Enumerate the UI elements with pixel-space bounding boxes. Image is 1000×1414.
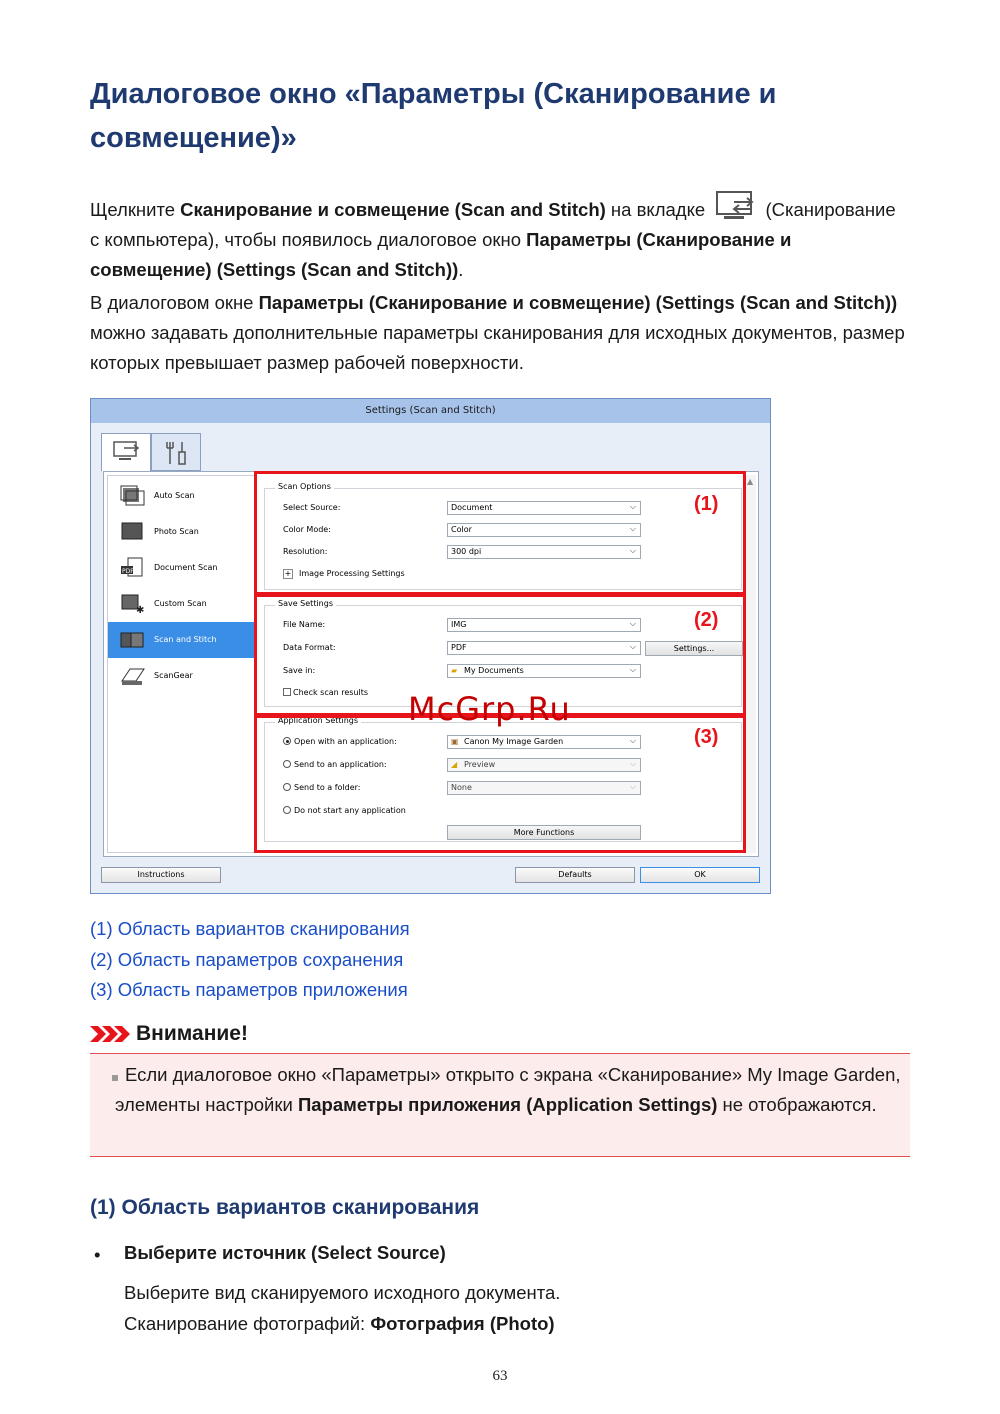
page-number: 63 (492, 1368, 508, 1384)
computer-scan-icon (112, 440, 142, 466)
intro-paragraph-1 (90, 190, 910, 285)
color-mode-dropdown[interactable]: Color ⌵ (447, 523, 641, 537)
scan-options-title: Scan Options (275, 482, 334, 491)
save-in-value: My Documents (464, 666, 524, 675)
settings-dialog (90, 398, 771, 894)
link-application-settings[interactable]: (3) Область параметров приложения (90, 979, 408, 1000)
item-bullet: • (94, 1244, 101, 1265)
svg-text:PDF: PDF (122, 568, 134, 575)
attention-text (115, 1060, 905, 1120)
marker-3: (3) (694, 726, 719, 748)
select-source-heading: Выберите источник (Select Source) (124, 1242, 446, 1263)
sidebar-label: Photo Scan (154, 527, 199, 536)
intro-bold: Параметры (Сканирование и совмещение) (Settings (Scan and Stitch)) (90, 229, 792, 280)
ok-button[interactable]: OK (640, 867, 760, 883)
scroll-up-icon: ▲ (747, 477, 754, 486)
section-links (90, 914, 410, 1006)
intro-text: . (458, 259, 464, 280)
save-settings-title: Save Settings (275, 599, 336, 608)
sidebar-label: Custom Scan (154, 599, 207, 608)
link-save-settings[interactable]: (2) Область параметров сохранения (90, 948, 404, 970)
format-settings-button[interactable]: Settings... (645, 641, 743, 656)
select-source-desc-line1: Выберите вид сканируемого исходного документа. (124, 1282, 561, 1303)
scan-type-list (107, 475, 255, 853)
tools-icon (162, 440, 192, 466)
sidebar-item-photo-scan[interactable] (108, 514, 254, 550)
sidebar-item-auto-scan[interactable] (108, 478, 254, 514)
send-to-app-value: Preview (464, 760, 496, 769)
image-processing-label: Image Processing Settings (299, 569, 405, 578)
select-source-desc-line2 (124, 1309, 560, 1340)
image-garden-icon: ▣ (451, 737, 459, 746)
file-name-combobox[interactable]: IMG ⌵ (447, 618, 641, 632)
dialog-title: Settings (Scan and Stitch) (91, 399, 770, 423)
open-with-app-value: Canon My Image Garden (464, 737, 564, 746)
link-scan-options[interactable]: (1) Область вариантов сканирования (90, 918, 410, 939)
scan-and-stitch-icon (120, 629, 146, 651)
send-to-app-label: Send to an application: (294, 760, 387, 769)
select-source-dropdown[interactable]: Document ⌵ (447, 501, 641, 515)
send-to-folder-label: Send to a folder: (294, 783, 361, 792)
intro-paragraph-2 (90, 288, 910, 378)
resolution-label: Resolution: (283, 547, 328, 556)
auto-scan-icon (120, 485, 146, 507)
marker-1: (1) (694, 493, 719, 515)
photo-desc-bold: Фотография (Photo) (370, 1312, 555, 1334)
custom-scan-icon (120, 593, 146, 615)
resolution-dropdown[interactable]: 300 dpi ⌵ (447, 545, 641, 559)
document-scan-icon (120, 557, 146, 579)
data-format-label: Data Format: (283, 643, 336, 652)
intro-text: (Сканирование с компьютера), чтобы появилось диалоговое окно (90, 199, 896, 250)
app-settings-title: Application Settings (275, 716, 361, 725)
marker-2: (2) (694, 609, 719, 631)
sidebar-label: Document Scan (154, 563, 218, 572)
watermark: McGrp.Ru (408, 690, 571, 728)
intro-bold: Сканирование и совмещение (Scan and Stitch) (180, 199, 606, 220)
expand-plus-icon[interactable]: + (284, 569, 292, 578)
sidebar-label: ScanGear (154, 671, 193, 680)
select-source-label: Select Source: (283, 503, 341, 512)
attention-text-bold: Параметры приложения (Application Settings) (297, 1094, 718, 1115)
do-not-start-label: Do not start any application (294, 806, 406, 815)
attention-text-a: Если диалоговое окно «Параметры» открыто с экрана «Сканирование» My Image Garden, элементы настройки (115, 1064, 901, 1115)
file-name-label: File Name: (283, 620, 326, 629)
color-mode-label: Color Mode: (283, 525, 331, 534)
instructions-button[interactable]: Instructions (101, 867, 221, 883)
sidebar-item-scan-and-stitch[interactable] (108, 622, 254, 658)
check-scan-results-label: Check scan results (293, 688, 369, 697)
intro-text: Щелкните (90, 199, 181, 220)
attention-box (90, 1053, 910, 1157)
save-in-label: Save in: (283, 666, 316, 675)
photo-scan-icon (120, 521, 146, 543)
sidebar-label: Auto Scan (154, 491, 195, 500)
send-to-folder-dropdown[interactable]: None ⌵ (447, 781, 641, 795)
sidebar-label: Scan and Stitch (154, 635, 217, 644)
folder-icon: ▰ (451, 666, 458, 675)
attention-text-c: не отображаются. (717, 1094, 877, 1115)
data-format-dropdown[interactable]: PDF ⌵ (447, 641, 641, 655)
attention-arrows-icon (90, 1026, 130, 1042)
intro-text: можно задавать дополнительные параметры сканирования для исходных документов, размер которых превышает размер рабочей поверхности. (90, 322, 905, 373)
intro-text: на вкладке (605, 199, 706, 220)
page-title: Диалоговое окно «Параметры (Сканирование и совмещение)» (90, 78, 777, 154)
sidebar-item-scangear[interactable] (108, 658, 254, 694)
intro-text: В диалоговом окне (90, 292, 259, 313)
select-source-description (124, 1278, 560, 1339)
annotation-box-1 (254, 471, 746, 595)
scangear-icon (120, 665, 146, 687)
preview-icon: ◢ (451, 760, 458, 769)
sidebar-item-custom-scan[interactable] (108, 586, 254, 622)
open-with-app-label: Open with an application: (294, 737, 397, 746)
defaults-button[interactable]: Defaults (515, 867, 635, 883)
attention-title: Внимание! (136, 1022, 248, 1045)
annotation-box-3 (254, 715, 746, 853)
svg-text:✱: ✱ (136, 605, 145, 615)
sidebar-item-document-scan[interactable] (108, 550, 254, 586)
intro-bold: Параметры (Сканирование и совмещение) (Settings (Scan and Stitch)) (258, 292, 898, 313)
photo-desc-text: Сканирование фотографий: (124, 1312, 371, 1334)
attention-heading (90, 1022, 248, 1046)
scan-from-computer-icon (714, 190, 760, 222)
more-functions-button[interactable]: More Functions (447, 825, 641, 840)
tab-general-settings[interactable] (151, 433, 201, 471)
tab-scan-from-computer[interactable] (101, 433, 151, 472)
section-heading-scan-options: (1) Область вариантов сканирования (90, 1196, 480, 1219)
